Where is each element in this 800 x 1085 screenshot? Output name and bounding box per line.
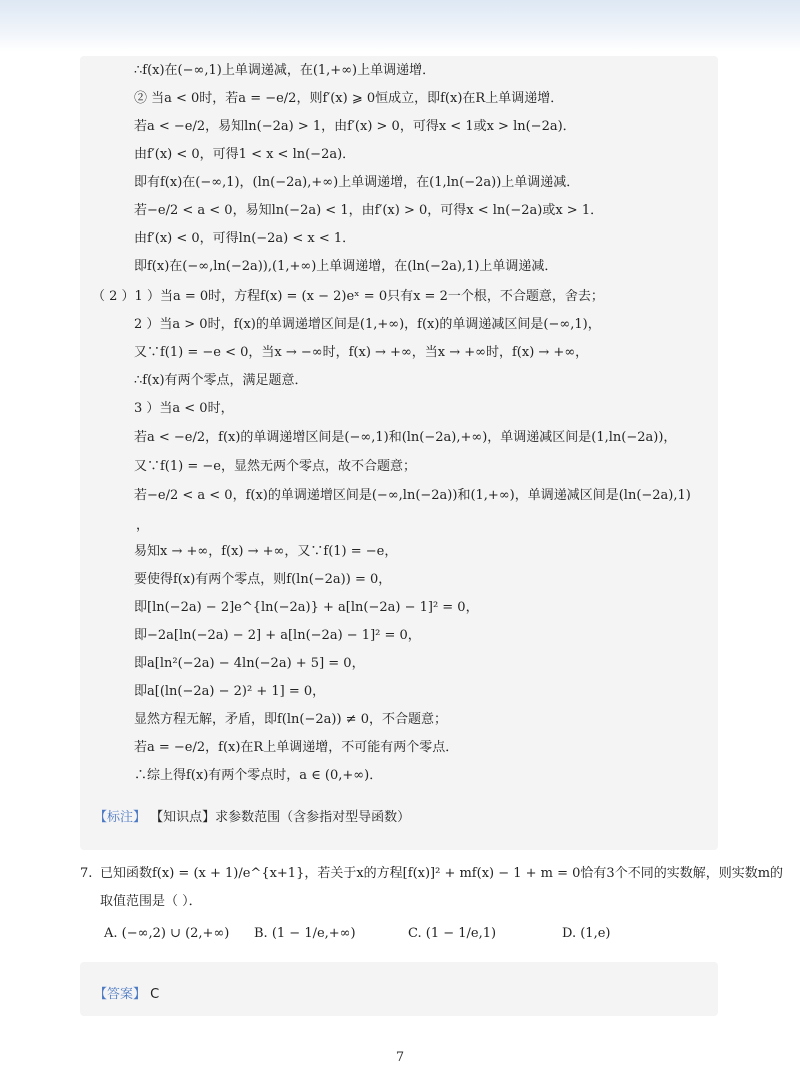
answer-panel — [80, 962, 718, 1016]
solution-line: 由f′(x) < 0，可得ln(−2a) < x < 1． — [134, 231, 356, 246]
option-b[interactable]: B. (1 − 1/e,+∞) — [254, 926, 356, 941]
solution-line: （ 2 ）1 ）当a = 0时，方程f(x) = (x − 2)eˣ = 0只有x = 2一个根，不合题意，舍去； — [92, 289, 604, 304]
solution-line: 即a[(ln(−2a) − 2)² + 1] = 0， — [134, 684, 326, 699]
solution-line: 若−e/2 < a < 0，易知ln(−2a) < 1，由f′(x) > 0，可得x < ln(−2a)或x > 1． — [134, 203, 604, 218]
question-stem-continued: 取值范围是（ ）． — [100, 894, 202, 909]
page-header-band — [0, 0, 800, 52]
option-a[interactable]: A. (−∞,2) ∪ (2,+∞) — [104, 926, 230, 941]
solution-line: ∴综上得f(x)有两个零点时，a ∈ (0,+∞)． — [134, 768, 383, 783]
solution-line: 即f(x)在(−∞,ln(−2a)),(1,+∞)上单调递增，在(ln(−2a),1)上单调递减． — [134, 259, 558, 274]
option-c[interactable]: C. (1 − 1/e,1) — [408, 926, 497, 941]
solution-line: 若a < −e/2，f(x)的单调递增区间是(−∞,1)和(ln(−2a),+∞)，单调递减区间是(1,ln(−2a))， — [134, 430, 677, 445]
solution-line: 由f′(x) < 0，可得1 < x < ln(−2a)． — [134, 147, 356, 162]
answer-value: C — [150, 987, 160, 1002]
solution-line: 要使得f(x)有两个零点，则f(ln(−2a)) = 0， — [134, 572, 392, 587]
note-label: 【标注】 — [94, 810, 147, 825]
solution-line: 2 ）当a > 0时，f(x)的单调递增区间是(1,+∞)，f(x)的单调递减区间是(−∞,1)， — [134, 317, 601, 332]
solution-line: 即[ln(−2a) − 2]e^{ln(−2a)} + a[ln(−2a) − 1]² = 0， — [134, 600, 479, 615]
solution-line: 3 ）当a < 0时， — [134, 401, 234, 416]
solution-line: ， — [136, 518, 150, 533]
solution-line: 易知x → +∞，f(x) → +∞，又∵f(1) = −e， — [134, 544, 398, 559]
solution-line: 若−e/2 < a < 0，f(x)的单调递增区间是(−∞,ln(−2a))和(1,+∞)，单调递减区间是(ln(−2a),1) — [134, 488, 691, 503]
solution-line: 显然方程无解，矛盾，即f(ln(−2a)) ≠ 0，不合题意； — [134, 712, 447, 727]
solution-line: 若a = −e/2，f(x)在R上单调递增，不可能有两个零点． — [134, 740, 459, 755]
solution-line: 又∵f(1) = −e < 0，当x → −∞时，f(x) → +∞，当x → +∞时，f(x) → +∞， — [134, 345, 589, 360]
question-stem: 已知函数f(x) = (x + 1)/e^{x+1}，若关于x的方程[f(x)]² + mf(x) − 1 + m = 0恰有3个不同的实数解，则实数m的 — [100, 866, 784, 881]
solution-line: 即a[ln²(−2a) − 4ln(−2a) + 5] = 0， — [134, 656, 365, 671]
option-d[interactable]: D. (1,e) — [562, 926, 611, 941]
page-number: 7 — [395, 1050, 405, 1065]
solution-line: ② 当a < 0时，若a = −e/2，则f′(x) ⩾ 0恒成立，即f(x)在R上单调递增． — [134, 91, 564, 106]
question-number: 7. — [80, 866, 93, 881]
solution-line: 若a < −e/2，易知ln(−2a) > 1，由f′(x) > 0，可得x < 1或x > ln(−2a)． — [134, 119, 576, 134]
solution-line: ∴f(x)有两个零点，满足题意． — [134, 373, 308, 388]
answer-row — [94, 983, 159, 1002]
solution-line: ∴f(x)在(−∞,1)上单调递减，在(1,+∞)上单调递增． — [134, 63, 436, 78]
solution-line: 即−2a[ln(−2a) − 2] + a[ln(−2a) − 1]² = 0， — [134, 628, 421, 643]
note-row — [94, 806, 410, 825]
answer-label: 【答案】 — [94, 987, 147, 1002]
note-text: 【知识点】求参数范围（含参指对型导函数） — [150, 810, 411, 825]
solution-line: 又∵f(1) = −e，显然无两个零点，故不合题意； — [134, 459, 416, 474]
solution-line: 即有f(x)在(−∞,1)，(ln(−2a),+∞)上单调递增，在(1,ln(−2a))上单调递减． — [134, 175, 580, 190]
